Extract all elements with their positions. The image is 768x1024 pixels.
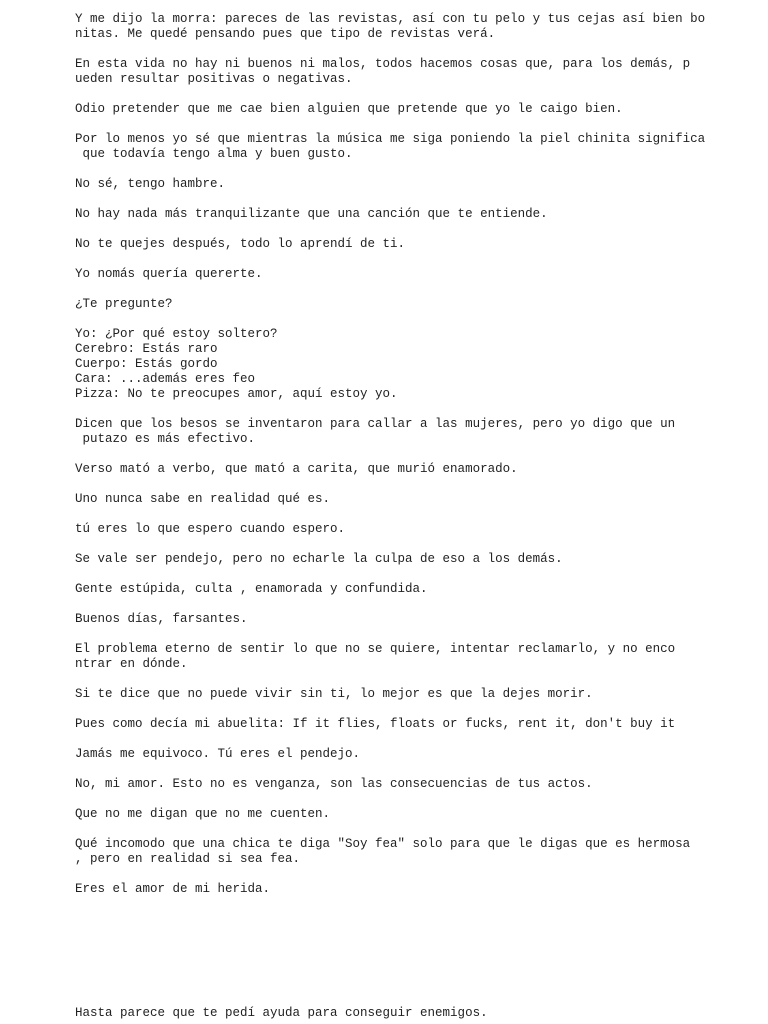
document-body xyxy=(75,12,715,912)
paragraph: Y me dijo la morra: pareces de las revistas, así con tu pelo y tus cejas así bien bo nitas. Me quedé pensando pues que tipo de revistas verá. xyxy=(75,12,706,41)
paragraph: Por lo menos yo sé que mientras la música me siga poniendo la piel chinita significa que todavía tengo alma y buen gusto. xyxy=(75,132,706,161)
paragraph: Se vale ser pendejo, pero no echarle la culpa de eso a los demás. xyxy=(75,552,563,566)
paragraph: Si te dice que no puede vivir sin ti, lo mejor es que la dejes morir. xyxy=(75,687,593,701)
paragraph: Gente estúpida, culta , enamorada y confundida. xyxy=(75,582,428,596)
paragraph: ¿Te pregunte? xyxy=(75,297,173,311)
paragraph: El problema eterno de sentir lo que no se quiere, intentar reclamarlo, y no enco ntrar en dónde. xyxy=(75,642,676,671)
paragraph: No hay nada más tranquilizante que una canción que te entiende. xyxy=(75,207,548,221)
dialogue-paragraph: Yo: ¿Por qué estoy soltero? Cerebro: Estás raro Cuerpo: Estás gordo Cara: ...además eres feo Pizza: No te preocupes amor, aquí estoy yo. xyxy=(75,327,398,401)
paragraph: Pues como decía mi abuelita: If it flies, floats or fucks, rent it, don't buy it xyxy=(75,717,676,731)
paragraph: Uno nunca sabe en realidad qué es. xyxy=(75,492,331,506)
paragraph: Qué incomodo que una chica te diga "Soy fea" solo para que le digas que es hermosa , pero en realidad si sea fea. xyxy=(75,837,691,866)
paragraph: tú eres lo que espero cuando espero. xyxy=(75,522,346,536)
paragraph: Dicen que los besos se inventaron para callar a las mujeres, pero yo digo que un putazo es más efectivo. xyxy=(75,417,676,446)
paragraph: Buenos días, farsantes. xyxy=(75,612,248,626)
paragraph: Que no me digan que no me cuenten. xyxy=(75,807,331,821)
paragraph: No te quejes después, todo lo aprendí de ti. xyxy=(75,237,406,251)
paragraph: En esta vida no hay ni buenos ni malos, todos hacemos cosas que, para los demás, p ueden resultar positivas o negativas. xyxy=(75,57,691,86)
paragraph: Eres el amor de mi herida. xyxy=(75,882,271,896)
paragraph: Odio pretender que me cae bien alguien que pretende que yo le caigo bien. xyxy=(75,102,623,116)
last-paragraph: Hasta parece que te pedí ayuda para conseguir enemigos. xyxy=(75,1006,488,1020)
paragraph: No, mi amor. Esto no es venganza, son las consecuencias de tus actos. xyxy=(75,777,593,791)
paragraph: Yo nomás quería quererte. xyxy=(75,267,263,281)
paragraph: No sé, tengo hambre. xyxy=(75,177,226,191)
paragraph: Verso mató a verbo, que mató a carita, que murió enamorado. xyxy=(75,462,518,476)
paragraph: Jamás me equivoco. Tú eres el pendejo. xyxy=(75,747,361,761)
